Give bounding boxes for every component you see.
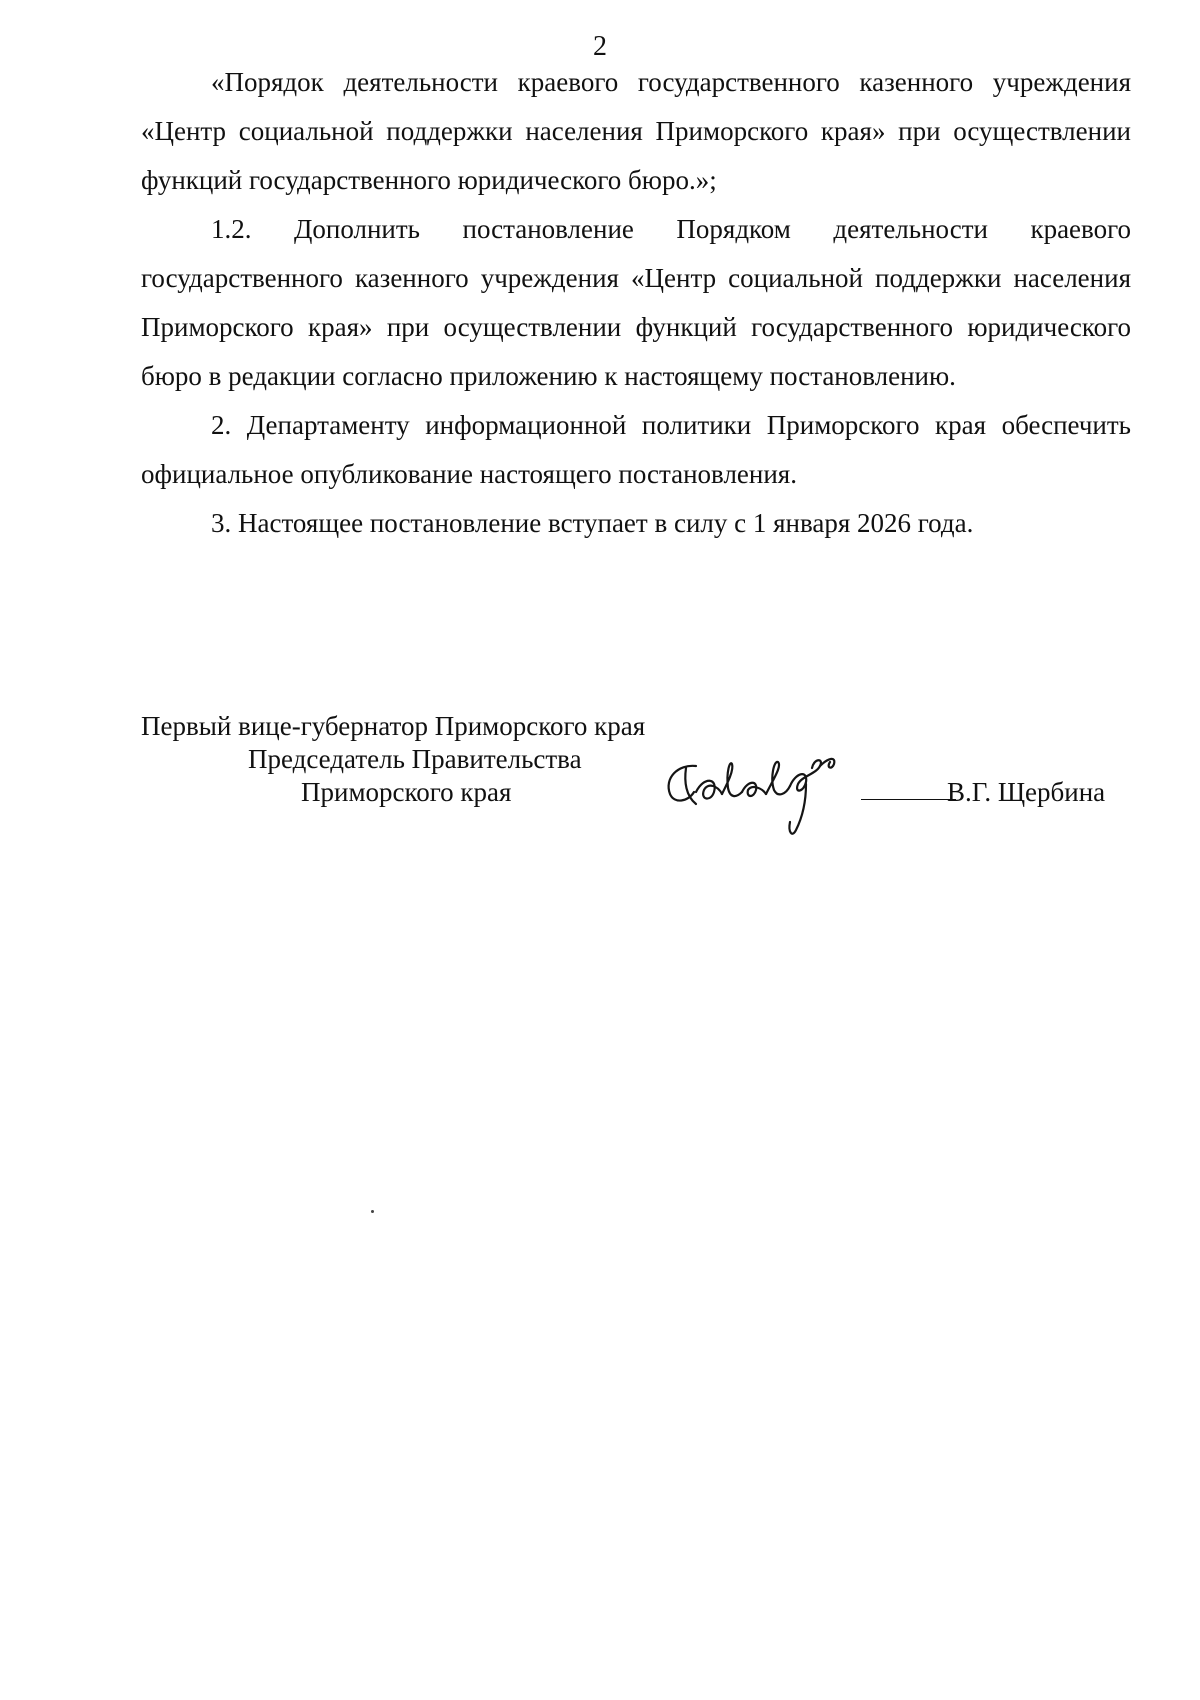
signatory-title-line-3: Приморского края (301, 777, 512, 807)
signature-line (861, 799, 956, 800)
page-number: 2 (593, 31, 607, 62)
signatory-title-line-2: Председатель Правительства (248, 744, 582, 774)
document-body (141, 58, 1131, 548)
signatory-title-line-1: Первый вице-губернатор Приморского края (141, 711, 646, 741)
paragraph-item-1-2: 1.2. Дополнить постановление Порядком деятельности краевого государственного казенного учреждения «Центр социальной поддержки населения Приморского края» при осуществлении функций государственного юридического бюро в редакции согласно приложению к настоящему постановлению. (141, 214, 1131, 391)
stray-mark (371, 1210, 374, 1213)
signatory-name: В.Г. Щербина (947, 777, 1106, 807)
paragraph-order-title: «Порядок деятельности краевого государственного казенного учреждения «Центр социальной поддержки населения Приморского края» при осуществлении функций государственного юридического бюро.»; (141, 67, 1131, 195)
signature-block (141, 710, 1141, 830)
paragraph-item-3: 3. Настоящее постановление вступает в силу с 1 января 2026 года. (211, 508, 974, 538)
paragraph-item-2: 2. Департаменту информационной политики Приморского края обеспечить официальное опубликование настоящего постановления. (141, 410, 1131, 489)
handwritten-signature (656, 748, 876, 848)
